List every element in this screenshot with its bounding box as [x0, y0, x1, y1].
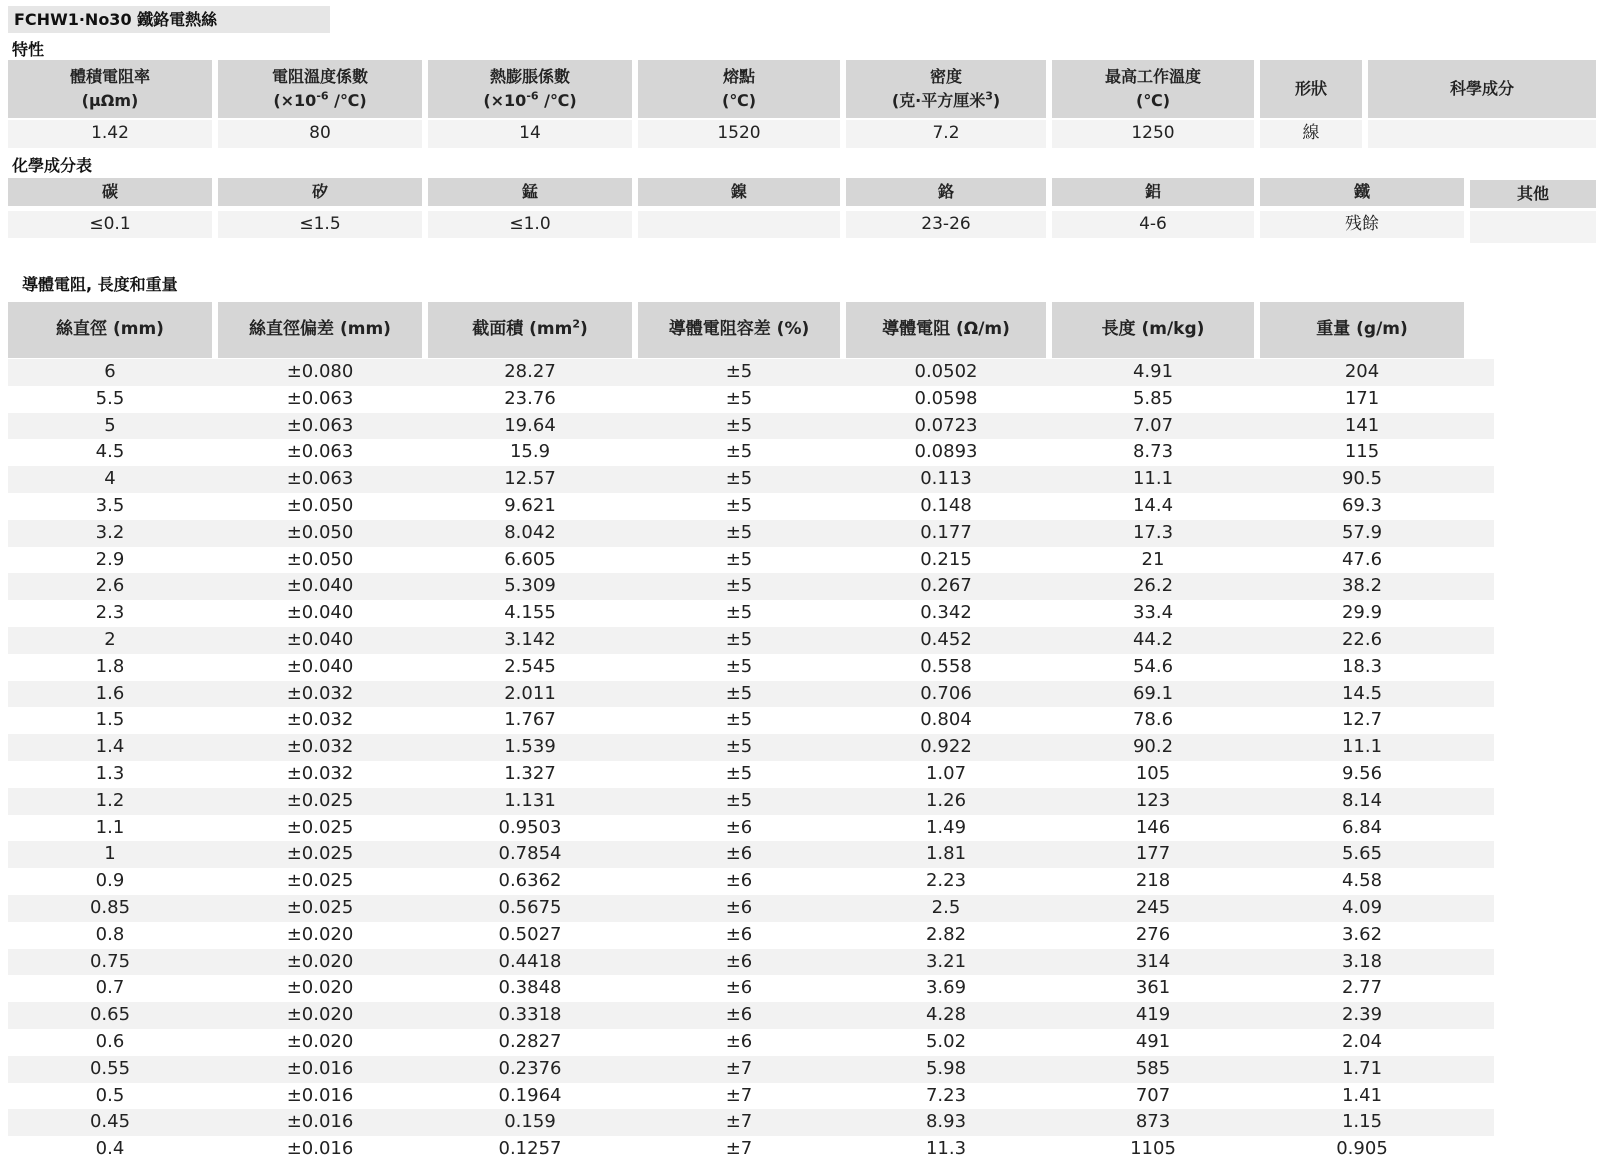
table-cell: ±5 — [725, 736, 753, 758]
table-cell: 5.65 — [1341, 843, 1383, 865]
property-value-cell: 1.42 — [8, 120, 212, 148]
property-header-cell — [8, 60, 212, 118]
table-cell: 3.21 — [925, 950, 967, 972]
table-cell: 1.81 — [925, 843, 967, 865]
table-cell: ±0.020 — [286, 977, 354, 999]
property-header-unit: ($\times 10^{-6}$ /℃) — [483, 89, 577, 110]
property-value-cell — [1368, 120, 1596, 148]
dimension-header-text: 截面積 $(mm^2)$ — [472, 317, 588, 340]
property-header-cell — [846, 60, 1046, 118]
dimension-header-cell — [8, 302, 212, 358]
table-cell: 0.75 — [89, 950, 131, 972]
property-header-name: 形狀 — [1294, 78, 1327, 98]
property-header-cell — [428, 60, 632, 118]
table-cell: 2.77 — [1341, 977, 1383, 999]
composition-value-cell: ≤0.1 — [8, 211, 212, 238]
table-cell: 7.23 — [925, 1084, 967, 1106]
table-cell: 0.3848 — [498, 977, 562, 999]
table-cell: 2.39 — [1341, 1004, 1383, 1026]
table-cell: 1.8 — [95, 655, 125, 677]
table-cell: ±5 — [725, 414, 753, 436]
table-cell: 1.49 — [925, 816, 967, 838]
table-cell: 0.5 — [95, 1084, 125, 1106]
dimension-header-text: 長度 (m/kg) — [1101, 319, 1205, 340]
table-cell: ±5 — [725, 682, 753, 704]
table-cell: 17.3 — [1132, 521, 1174, 543]
table-cell: ±0.040 — [286, 602, 354, 624]
table-cell: 2.23 — [925, 870, 967, 892]
table-cell: ±0.025 — [286, 816, 354, 838]
property-value-cell: 7.2 — [846, 120, 1046, 148]
table-cell: 69.1 — [1132, 682, 1174, 704]
composition-header-cell: 錳 — [428, 178, 632, 206]
composition-header-cell: 鎳 — [638, 178, 840, 206]
table-cell: 21 — [1141, 548, 1165, 570]
table-cell: ±6 — [725, 897, 753, 919]
table-cell: 4.28 — [925, 1004, 967, 1026]
table-cell: 4.5 — [95, 441, 125, 463]
property-header-name: 體積電阻率 — [69, 66, 150, 86]
table-cell: 1.26 — [925, 789, 967, 811]
table-cell: 6 — [104, 361, 116, 383]
table-cell: 0.177 — [920, 521, 972, 543]
table-cell: 491 — [1135, 1031, 1171, 1053]
table-cell: ±5 — [725, 602, 753, 624]
property-header-unit: (克·平方厘米$^3$) — [891, 89, 1001, 110]
table-cell: 44.2 — [1132, 629, 1174, 651]
table-cell: 3.69 — [925, 977, 967, 999]
table-cell: 19.64 — [504, 414, 556, 436]
table-cell: 11.1 — [1132, 468, 1174, 490]
table-cell: 15.9 — [509, 441, 551, 463]
table-cell: 23.76 — [504, 387, 556, 409]
table-cell: 4 — [104, 468, 116, 490]
table-cell: ±6 — [725, 977, 753, 999]
table-cell: 0.65 — [89, 1004, 131, 1026]
table-cell: 28.27 — [504, 361, 556, 383]
table-cell: 1.07 — [925, 763, 967, 785]
table-cell: 90.5 — [1341, 468, 1383, 490]
table-cell: 0.3318 — [498, 1004, 562, 1026]
table-cell: 14.5 — [1341, 682, 1383, 704]
table-cell: 0.4 — [95, 1138, 125, 1160]
table-cell: 1 — [104, 843, 116, 865]
table-cell: 5.98 — [925, 1057, 967, 1079]
property-header-name: 熔點 — [722, 66, 755, 86]
composition-header-cell: 碳 — [8, 178, 212, 206]
table-cell: 2.545 — [504, 655, 556, 677]
table-cell: 5.309 — [504, 575, 556, 597]
table-cell: ±0.040 — [286, 655, 354, 677]
superscript: -6 — [526, 89, 539, 103]
dimension-header-text: 絲直徑偏差 (mm) — [249, 319, 391, 340]
table-cell: 3.18 — [1341, 950, 1383, 972]
table-cell: 585 — [1135, 1057, 1171, 1079]
table-cell: ±0.025 — [286, 870, 354, 892]
table-cell: 2.011 — [504, 682, 556, 704]
table-cell: 8.93 — [925, 1111, 967, 1133]
property-value-cell: 線 — [1260, 120, 1362, 148]
document-title: FCHW1·No30 鐵鉻電熱絲 — [8, 6, 330, 33]
table-cell: ±6 — [725, 1031, 753, 1053]
table-cell: ±5 — [725, 387, 753, 409]
table-cell: 26.2 — [1132, 575, 1174, 597]
table-cell: 1.41 — [1341, 1084, 1383, 1106]
table-cell: 177 — [1135, 843, 1171, 865]
composition-value-cell — [1470, 211, 1596, 243]
table-cell: ±0.063 — [286, 441, 354, 463]
table-cell: ±0.025 — [286, 843, 354, 865]
table-cell: 0.55 — [89, 1057, 131, 1079]
table-cell: ±0.020 — [286, 1031, 354, 1053]
table-cell: 54.6 — [1132, 655, 1174, 677]
table-cell: ±0.016 — [286, 1057, 354, 1079]
table-cell: 1.2 — [95, 789, 125, 811]
table-cell: ±7 — [725, 1057, 753, 1079]
table-cell: ±5 — [725, 789, 753, 811]
composition-value-cell: ≤1.5 — [218, 211, 422, 238]
dimension-header-cell — [218, 302, 422, 358]
table-cell: 105 — [1135, 763, 1171, 785]
table-cell: ±0.020 — [286, 1004, 354, 1026]
table-cell: 707 — [1135, 1084, 1171, 1106]
table-cell: ±5 — [725, 709, 753, 731]
table-cell: ±0.080 — [286, 361, 354, 383]
table-cell: 3.62 — [1341, 923, 1383, 945]
table-cell: 0.7854 — [498, 843, 562, 865]
table-cell: ±7 — [725, 1111, 753, 1133]
property-header-name: 最高工作溫度 — [1104, 66, 1201, 86]
property-value-cell: 80 — [218, 120, 422, 148]
table-cell: 0.45 — [89, 1111, 131, 1133]
table-cell: 0.706 — [920, 682, 972, 704]
table-cell: ±0.025 — [286, 789, 354, 811]
table-cell: ±0.016 — [286, 1138, 354, 1160]
table-cell: 0.0893 — [914, 441, 978, 463]
table-cell: 1.539 — [504, 736, 556, 758]
dimension-header-cell — [638, 302, 840, 358]
table-cell: 0.5027 — [498, 923, 562, 945]
table-cell: 38.2 — [1341, 575, 1383, 597]
property-header-cell — [1052, 60, 1254, 118]
dimension-header-text: 絲直徑 (mm) — [56, 319, 164, 340]
superscript: 2 — [572, 317, 580, 331]
table-cell: 0.159 — [504, 1111, 556, 1133]
table-cell: ±0.016 — [286, 1084, 354, 1106]
table-cell: 171 — [1344, 387, 1380, 409]
table-cell: 3.142 — [504, 629, 556, 651]
table-cell: 18.3 — [1341, 655, 1383, 677]
property-header-unit: ($\times 10^{-6}$ /℃) — [273, 89, 367, 110]
table-cell: 0.4418 — [498, 950, 562, 972]
table-cell: 1.767 — [504, 709, 556, 731]
table-cell: 8.14 — [1341, 789, 1383, 811]
table-cell: ±7 — [725, 1084, 753, 1106]
table-cell: 0.1964 — [498, 1084, 562, 1106]
composition-header-cell: 其他 — [1470, 180, 1596, 208]
table-cell: 0.6362 — [498, 870, 562, 892]
composition-value-cell: ≤1.0 — [428, 211, 632, 238]
dimension-header-cell — [428, 302, 632, 358]
table-cell: 8.042 — [504, 521, 556, 543]
table-cell: 0.0598 — [914, 387, 978, 409]
table-cell: 0.9503 — [498, 816, 562, 838]
table-cell: 2.04 — [1341, 1031, 1383, 1053]
table-cell: ±6 — [725, 870, 753, 892]
table-cell: ±5 — [725, 629, 753, 651]
dimension-header-cell — [1052, 302, 1254, 358]
composition-header-cell: 鉻 — [846, 178, 1046, 206]
table-cell: 9.56 — [1341, 763, 1383, 785]
table-cell: 22.6 — [1341, 629, 1383, 651]
table-cell: ±5 — [725, 521, 753, 543]
table-cell: 7.07 — [1132, 414, 1174, 436]
composition-section-label: 化學成分表 — [12, 156, 93, 175]
table-cell: ±0.016 — [286, 1111, 354, 1133]
table-cell: ±0.020 — [286, 923, 354, 945]
table-cell: 3.5 — [95, 495, 125, 517]
table-cell: 115 — [1344, 441, 1380, 463]
table-cell: ±5 — [725, 548, 753, 570]
table-cell: 218 — [1135, 870, 1171, 892]
table-cell: 33.4 — [1132, 602, 1174, 624]
table-cell: 0.7 — [95, 977, 125, 999]
property-value-cell: 1520 — [638, 120, 840, 148]
table-cell: ±0.025 — [286, 897, 354, 919]
table-cell: 2.82 — [925, 923, 967, 945]
table-cell: 276 — [1135, 923, 1171, 945]
table-cell: 2.9 — [95, 548, 125, 570]
table-cell: 5.02 — [925, 1031, 967, 1053]
dimension-header-cell — [1260, 302, 1464, 358]
table-cell: 1.327 — [504, 763, 556, 785]
table-cell: ±0.063 — [286, 414, 354, 436]
table-cell: ±0.040 — [286, 575, 354, 597]
table-cell: 3.2 — [95, 521, 125, 543]
table-cell: 1.4 — [95, 736, 125, 758]
table-cell: 0.9 — [95, 870, 125, 892]
table-cell: ±5 — [725, 495, 753, 517]
table-cell: 1.131 — [504, 789, 556, 811]
table-cell: ±0.020 — [286, 950, 354, 972]
table-cell: ±0.063 — [286, 387, 354, 409]
composition-value-cell: 4-6 — [1052, 211, 1254, 238]
table-cell: 4.58 — [1341, 870, 1383, 892]
table-cell: ±7 — [725, 1138, 753, 1160]
table-cell: ±6 — [725, 923, 753, 945]
table-cell: ±6 — [725, 816, 753, 838]
table-cell: ±0.050 — [286, 521, 354, 543]
table-cell: 0.342 — [920, 602, 972, 624]
superscript: 3 — [985, 89, 993, 103]
table-cell: 5.85 — [1132, 387, 1174, 409]
table-cell: ±0.050 — [286, 548, 354, 570]
property-header-cell — [638, 60, 840, 118]
table-cell: ±0.032 — [286, 709, 354, 731]
dimension-header-text: 導體電阻容差 (%) — [668, 319, 810, 340]
property-value-cell: 14 — [428, 120, 632, 148]
property-header-unit: (℃) — [722, 91, 756, 110]
table-cell: 0.5675 — [498, 897, 562, 919]
table-cell: 314 — [1135, 950, 1171, 972]
table-cell: 6.84 — [1341, 816, 1383, 838]
table-cell: 57.9 — [1341, 521, 1383, 543]
properties-section-label: 特性 — [12, 40, 45, 59]
table-cell: 0.1257 — [498, 1138, 562, 1160]
composition-value-cell: 23-26 — [846, 211, 1046, 238]
table-cell: 2.5 — [931, 897, 961, 919]
dimension-header-text: 導體電阻 (Ω/m) — [882, 319, 1010, 340]
property-header-cell — [1260, 60, 1362, 118]
property-value-cell: 1250 — [1052, 120, 1254, 148]
table-cell: 146 — [1135, 816, 1171, 838]
table-cell: 0.0502 — [914, 361, 978, 383]
property-header-unit: (μΩm) — [81, 91, 139, 110]
table-cell: 14.4 — [1132, 495, 1174, 517]
table-cell: 0.215 — [920, 548, 972, 570]
table-cell: ±0.032 — [286, 736, 354, 758]
table-cell: 4.155 — [504, 602, 556, 624]
composition-header-cell: 矽 — [218, 178, 422, 206]
table-cell: 69.3 — [1341, 495, 1383, 517]
table-cell: 0.2827 — [498, 1031, 562, 1053]
table-cell: 8.73 — [1132, 441, 1174, 463]
property-header-cell — [218, 60, 422, 118]
table-cell: 11.3 — [925, 1138, 967, 1160]
table-cell: ±6 — [725, 1004, 753, 1026]
property-header-name: 熱膨脹係數 — [489, 66, 570, 86]
table-cell: ±0.063 — [286, 468, 354, 490]
table-cell: 1.6 — [95, 682, 125, 704]
table-cell: 123 — [1135, 789, 1171, 811]
property-header-name: 密度 — [929, 66, 962, 86]
table-cell: 204 — [1344, 361, 1380, 383]
table-cell: 12.7 — [1341, 709, 1383, 731]
table-cell: ±0.040 — [286, 629, 354, 651]
table-cell: 90.2 — [1132, 736, 1174, 758]
table-cell: ±5 — [725, 441, 753, 463]
table-cell: ±0.050 — [286, 495, 354, 517]
table-cell: 47.6 — [1341, 548, 1383, 570]
table-cell: 11.1 — [1341, 736, 1383, 758]
table-cell: 361 — [1135, 977, 1171, 999]
table-cell: 1.5 — [95, 709, 125, 731]
table-cell: 1.3 — [95, 763, 125, 785]
dimensions-section-label: 導體電阻, 長度和重量 — [22, 275, 178, 294]
table-cell: ±6 — [725, 843, 753, 865]
property-header-name: 科學成分 — [1449, 78, 1514, 98]
table-cell: 5.5 — [95, 387, 125, 409]
table-cell: 2.6 — [95, 575, 125, 597]
table-cell: 78.6 — [1132, 709, 1174, 731]
table-cell: 0.113 — [920, 468, 972, 490]
table-cell: ±5 — [725, 655, 753, 677]
table-cell: 5 — [104, 414, 116, 436]
table-cell: ±5 — [725, 468, 753, 490]
table-cell: 1.1 — [95, 816, 125, 838]
table-cell: 1.15 — [1341, 1111, 1383, 1133]
table-cell: 0.85 — [89, 897, 131, 919]
table-cell: 4.91 — [1132, 361, 1174, 383]
dimension-header-text: 重量 (g/m) — [1316, 319, 1408, 340]
table-cell: 9.621 — [504, 495, 556, 517]
table-cell: 0.804 — [920, 709, 972, 731]
table-cell: ±6 — [725, 950, 753, 972]
composition-header-cell: 鋁 — [1052, 178, 1254, 206]
composition-header-cell: 鐵 — [1260, 178, 1464, 206]
table-cell: 0.6 — [95, 1031, 125, 1053]
table-cell: 0.148 — [920, 495, 972, 517]
table-cell: ±5 — [725, 575, 753, 597]
table-cell: 0.558 — [920, 655, 972, 677]
table-cell: 12.57 — [504, 468, 556, 490]
table-cell: 0.267 — [920, 575, 972, 597]
table-cell: ±0.032 — [286, 763, 354, 785]
table-cell: 419 — [1135, 1004, 1171, 1026]
table-cell: ±5 — [725, 763, 753, 785]
table-cell: 2 — [104, 629, 116, 651]
table-cell: 1.71 — [1341, 1057, 1383, 1079]
composition-value-cell: 残餘 — [1260, 211, 1464, 238]
superscript: -6 — [316, 89, 329, 103]
table-cell: 1105 — [1130, 1138, 1176, 1160]
table-cell: ±5 — [725, 361, 753, 383]
table-cell: 0.452 — [920, 629, 972, 651]
table-cell: 0.0723 — [914, 414, 978, 436]
table-cell: 245 — [1135, 897, 1171, 919]
table-cell: 0.2376 — [498, 1057, 562, 1079]
table-cell: 0.8 — [95, 923, 125, 945]
property-header-cell — [1368, 60, 1596, 118]
table-cell: 29.9 — [1341, 602, 1383, 624]
table-cell: 873 — [1135, 1111, 1171, 1133]
dimension-header-cell — [846, 302, 1046, 358]
table-cell: 6.605 — [504, 548, 556, 570]
table-cell: 4.09 — [1341, 897, 1383, 919]
property-header-name: 電阻溫度係數 — [271, 66, 368, 86]
table-cell: 0.922 — [920, 736, 972, 758]
table-cell: 141 — [1344, 414, 1380, 436]
composition-value-cell — [638, 211, 840, 238]
table-cell: 0.905 — [1336, 1138, 1388, 1160]
table-cell: ±0.032 — [286, 682, 354, 704]
property-header-unit: (℃) — [1136, 91, 1170, 110]
table-cell: 2.3 — [95, 602, 125, 624]
